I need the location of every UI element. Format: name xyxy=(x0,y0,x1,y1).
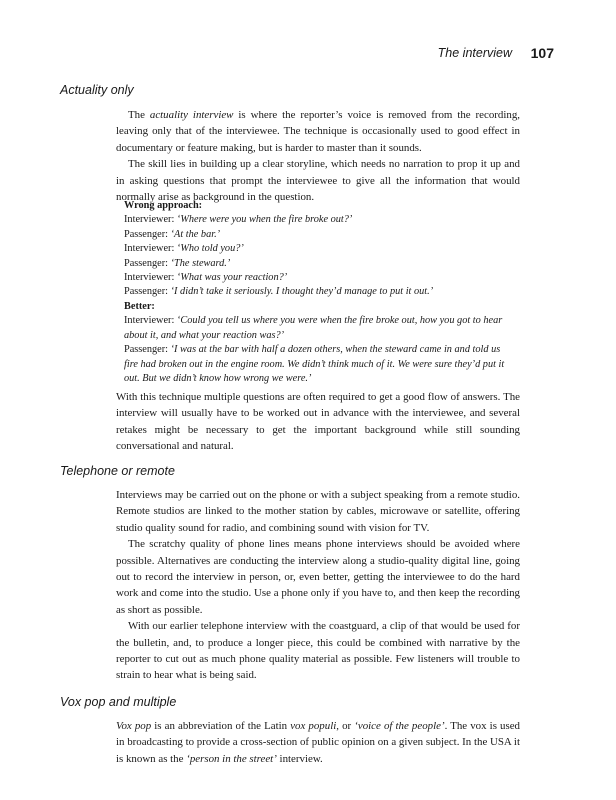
quote: ‘I was at the bar with half a dozen others, when the steward came in and told us fire had broken out in the engine room. We didn’t think much of it. We were sure they’d put it out. But we didn’t know how wrong we were.’ xyxy=(124,344,505,385)
actuality-conclusion xyxy=(116,389,520,455)
text-span: , or xyxy=(336,720,355,732)
dialog-line xyxy=(124,213,516,227)
speaker: Passenger: xyxy=(124,286,171,298)
page-number: 107 xyxy=(530,45,554,61)
dialog-line xyxy=(124,343,516,386)
quote: ‘I didn’t take it seriously. I thought they’d manage to put it out.’ xyxy=(170,286,434,298)
quote: ‘Who told you?’ xyxy=(176,243,244,255)
dialog-line xyxy=(124,285,516,299)
running-head xyxy=(437,45,554,61)
emphasis: Vox pop xyxy=(116,720,152,732)
dialog-label: Better: xyxy=(124,301,155,312)
paragraph xyxy=(116,718,520,767)
dialog-wrong-approach xyxy=(124,199,516,300)
quote: ‘Where were you when the fire broke out?’ xyxy=(176,214,353,226)
paragraph: Interviews may be carried out on the phone or with a subject speaking from a remote studio. Remote studios are linked to the mother station by cables, microwave or satellite, offering studio quality sound for radio, and combining sound with vision for TV. xyxy=(116,489,520,534)
paragraph: The skill lies in building up a clear storyline, which needs no narration to prop it up and in asking questions that prompt the interviewee to give all the information that would normally arise as background in the question. xyxy=(116,158,520,204)
quote: ‘The steward.’ xyxy=(170,257,231,269)
text-span: is an abbreviation of the Latin xyxy=(151,720,291,732)
telephone-section-body xyxy=(116,487,520,684)
chapter-title: The interview xyxy=(437,46,512,60)
emphasis: actuality interview xyxy=(149,109,234,121)
paragraph: The scratchy quality of phone lines means phone interviews should be avoided where possible. Alternatives are conducting the interview along a studio-quality digital line, going out to record the interview in person, or, even better, getting the interviewee to do the hard work and come into the studio. Use a phone only if you have to, and then keep the recording as short as possible. xyxy=(116,538,520,616)
speaker: Passenger: xyxy=(124,257,171,269)
text-span: interview. xyxy=(276,752,323,765)
speaker: Passenger: xyxy=(124,344,171,356)
text-span: . The vox is used in broadcasting to provide a cross-section of public opinion on a given subject. In the USA it is known as the xyxy=(116,720,520,765)
section-heading-voxpop: Vox pop and multiple xyxy=(60,695,177,709)
quote: ‘Could you tell us where you were when the fire broke out, how you got to hear about it, and what your reaction was?’ xyxy=(124,315,503,341)
speaker: Interviewer: xyxy=(124,214,177,226)
text-span: The xyxy=(128,109,150,121)
paragraph xyxy=(116,107,520,156)
quote: ‘What was your reaction?’ xyxy=(176,272,288,284)
section-heading-actuality: Actuality only xyxy=(60,83,134,97)
emphasis: ‘voice of the people’ xyxy=(354,720,445,732)
paragraph: With this technique multiple questions are often required to get a good flow of answers. The interview will usually have to be worked out in advance with the interviewee, and several retakes might be necessary to get the important background while still sounding conversational and natural. xyxy=(116,391,520,453)
dialog-line xyxy=(124,228,516,242)
emphasis: vox populi xyxy=(290,720,337,732)
text-span: is where the reporter’s voice is removed from the recording, leaving only that of the interviewee. The technique is occasionally used to good effect in documentary or feature making, but is harder to master than it sounds. xyxy=(116,109,521,154)
paragraph: With our earlier telephone interview with the coastguard, a clip of that would be used for the bulletin, and, to produce a longer piece, this could be combined with narrative by the reporter to cut out as much phone quality material as possible. Few listeners will trouble to strain to hear what is being said. xyxy=(116,620,520,682)
dialog-line xyxy=(124,314,516,343)
dialog-line xyxy=(124,257,516,271)
emphasis: ‘person in the street’ xyxy=(186,752,277,765)
section-heading-telephone: Telephone or remote xyxy=(60,464,175,478)
dialog-better xyxy=(124,300,516,386)
dialog-line xyxy=(124,242,516,256)
quote: ‘At the bar.’ xyxy=(170,228,221,240)
voxpop-section-body xyxy=(116,718,520,767)
dialog-label: Wrong approach: xyxy=(124,200,203,211)
actuality-intro xyxy=(116,107,520,205)
dialog-line xyxy=(124,271,516,285)
speaker: Interviewer: xyxy=(124,315,177,327)
speaker: Passenger: xyxy=(124,228,171,240)
speaker: Interviewer: xyxy=(124,272,177,284)
speaker: Interviewer: xyxy=(124,243,177,255)
